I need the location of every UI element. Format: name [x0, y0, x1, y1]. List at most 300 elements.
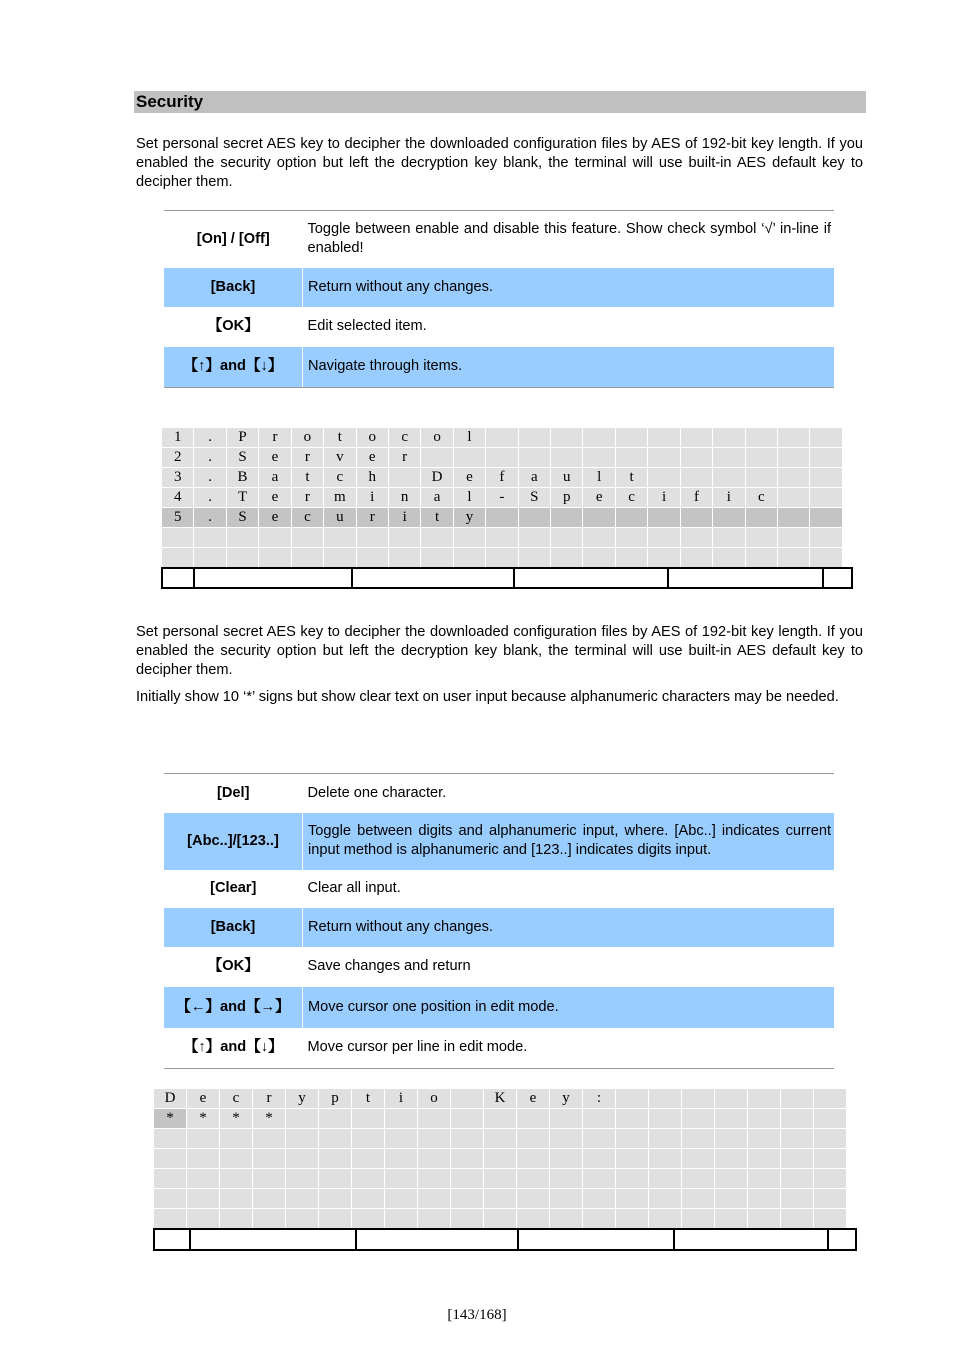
key-row	[164, 1028, 834, 1069]
lcd-cell	[418, 1169, 451, 1189]
lcd-cell: t	[291, 468, 323, 488]
lcd-cell	[385, 1149, 418, 1169]
lcd-cell	[781, 1189, 814, 1209]
lcd-cell	[583, 528, 615, 548]
lcd-cell: r	[388, 448, 420, 468]
lcd-cell	[615, 448, 647, 468]
lcd-cell: *	[253, 1109, 286, 1129]
lcd-cell	[745, 508, 777, 528]
lcd-cell	[187, 1209, 220, 1229]
lcd-cell	[550, 1209, 583, 1229]
lcd-cell	[259, 528, 291, 548]
lcd-cell	[388, 548, 420, 568]
lcd-cell	[352, 1209, 385, 1229]
lcd-cell: i	[713, 488, 745, 508]
lcd-row	[154, 1189, 847, 1209]
lcd-cell	[583, 1149, 616, 1169]
lcd-cell	[518, 548, 550, 568]
lcd-cell	[778, 448, 810, 468]
softkey-slot	[518, 1229, 674, 1250]
key-name: [On] / [Off]	[164, 211, 303, 268]
lcd-cell	[649, 1149, 682, 1169]
lcd-cell	[286, 1169, 319, 1189]
softkey-bar	[161, 567, 853, 589]
softkey-slot	[154, 1229, 190, 1250]
lcd-cell	[810, 548, 843, 568]
lcd-cell	[421, 548, 453, 568]
intro-paragraph: Set personal secret AES key to decipher the downloaded configuration files by AES of 192-bit key length. If you enabled the security option but left the decryption key blank, the terminal will use built-in AES default key to decipher them.	[136, 136, 863, 190]
lcd-cell: S	[226, 508, 258, 528]
lcd-cell	[682, 1189, 715, 1209]
paragraph-3: Initially show 10 ‘*’ signs but show clear text on user input because alphanumeric characters may be needed.	[136, 689, 839, 705]
lcd-cell: P	[226, 428, 258, 448]
key-row	[164, 307, 834, 347]
lcd-cell: 3	[162, 468, 194, 488]
lcd-cell: 5	[162, 508, 194, 528]
lcd-row	[154, 1129, 847, 1149]
lcd-cell	[583, 428, 615, 448]
lcd-cell	[154, 1149, 187, 1169]
lcd-cell	[319, 1149, 352, 1169]
lcd-cell: *	[220, 1109, 253, 1129]
lcd-cell	[616, 1189, 649, 1209]
softkey-slot	[190, 1229, 356, 1250]
lcd-cell	[486, 508, 518, 528]
lcd-cell: D	[154, 1089, 187, 1109]
lcd-cell	[421, 528, 453, 548]
lcd-key-entry-screen	[153, 1088, 847, 1253]
lcd-cell	[583, 1189, 616, 1209]
lcd-cell	[319, 1129, 352, 1149]
lcd-cell	[713, 508, 745, 528]
lcd-cell	[778, 468, 810, 488]
lcd-cell	[517, 1189, 550, 1209]
lcd-row	[154, 1109, 847, 1129]
lcd-cell: o	[418, 1089, 451, 1109]
lcd-cell	[286, 1149, 319, 1169]
lcd-row	[154, 1169, 847, 1189]
lcd-cell: K	[484, 1089, 517, 1109]
lcd-cell: a	[259, 468, 291, 488]
lcd-cell	[154, 1129, 187, 1149]
lcd-cell: T	[226, 488, 258, 508]
lcd-cell	[745, 448, 777, 468]
lcd-cell	[352, 1129, 385, 1149]
lcd-cell: e	[259, 488, 291, 508]
lcd-cell	[220, 1209, 253, 1229]
lcd-cell	[324, 528, 356, 548]
lcd-cell: m	[324, 488, 356, 508]
lcd-cell	[352, 1109, 385, 1129]
softkey-slot	[823, 568, 852, 588]
key-description: Toggle between digits and alphanumeric input, where. [Abc..] indicates current input method is alphanumeric and [123..] indicates digits input.	[303, 813, 835, 870]
lcd-cell: e	[259, 508, 291, 528]
lcd-row	[162, 508, 843, 528]
lcd-row	[162, 468, 843, 488]
lcd-cell	[385, 1129, 418, 1149]
lcd-cell	[453, 548, 485, 568]
lcd-cell: D	[421, 468, 453, 488]
lcd-cell: y	[550, 1089, 583, 1109]
lcd-cell	[715, 1109, 748, 1129]
lcd-row	[162, 488, 843, 508]
lcd-cell	[682, 1109, 715, 1129]
lcd-cell	[286, 1109, 319, 1129]
lcd-cell	[187, 1189, 220, 1209]
key-name: [Abc..]/[123..]	[164, 813, 303, 870]
lcd-cell	[649, 1109, 682, 1129]
lcd-cell: o	[291, 428, 323, 448]
lcd-cell: o	[356, 428, 388, 448]
lcd-cell	[154, 1189, 187, 1209]
lcd-cell	[616, 1089, 649, 1109]
key-description: Clear all input.	[307, 880, 401, 896]
paragraph-2: Set personal secret AES key to decipher the downloaded configuration files by AES of 192-bit key length. If you enabled the security option but left the decryption key blank, the terminal will use built-in AES default key to decipher them.	[136, 624, 863, 678]
lcd-cell	[484, 1129, 517, 1149]
lcd-cell	[187, 1129, 220, 1149]
lcd-cell	[814, 1189, 847, 1209]
lcd-cell	[220, 1129, 253, 1149]
key-row	[164, 947, 834, 987]
key-description: Edit selected item.	[307, 318, 427, 334]
key-name: [Clear]	[210, 880, 257, 896]
lcd-cell: f	[680, 488, 712, 508]
lcd-cell	[616, 1209, 649, 1229]
lcd-cell	[324, 548, 356, 568]
lcd-cell	[518, 448, 550, 468]
lcd-cell	[748, 1089, 781, 1109]
lcd-cell	[550, 1109, 583, 1129]
key-row	[164, 211, 834, 268]
lcd-cell: o	[421, 428, 453, 448]
lcd-cell	[778, 548, 810, 568]
lcd-cell: n	[388, 488, 420, 508]
section-title: Security	[136, 92, 204, 111]
lcd-cell	[616, 1109, 649, 1129]
key-row	[164, 347, 834, 388]
lcd-cell	[715, 1189, 748, 1209]
lcd-cell	[220, 1149, 253, 1169]
lcd-cell	[453, 528, 485, 548]
lcd-cell: c	[615, 488, 647, 508]
lcd-cell	[583, 508, 615, 528]
lcd-cell	[745, 548, 777, 568]
lcd-cell	[451, 1149, 484, 1169]
lcd-cell	[713, 448, 745, 468]
lcd-cell	[319, 1209, 352, 1229]
key-row	[164, 870, 834, 908]
lcd-cell	[451, 1209, 484, 1229]
lcd-cell	[745, 468, 777, 488]
lcd-cell	[616, 1169, 649, 1189]
lcd-cell: i	[385, 1089, 418, 1109]
lcd-cell	[550, 1189, 583, 1209]
key-description: Delete one character.	[303, 774, 835, 813]
softkey-bar	[153, 1228, 857, 1251]
lcd-cell	[518, 528, 550, 548]
softkey-slot	[356, 1229, 518, 1250]
lcd-cell: e	[517, 1089, 550, 1109]
lcd-cell	[352, 1149, 385, 1169]
lcd-cell	[713, 528, 745, 548]
key-name: 【↑】and【↓】	[164, 1028, 303, 1069]
lcd-cell	[162, 548, 194, 568]
lcd-cell	[715, 1209, 748, 1229]
lcd-cell	[778, 528, 810, 548]
key-name: 【←】and【→】	[164, 987, 303, 1028]
lcd-cell: i	[388, 508, 420, 528]
lcd-cell: *	[187, 1109, 220, 1129]
softkey-slot	[514, 568, 668, 588]
lcd-cell: u	[551, 468, 583, 488]
lcd-cell: r	[291, 488, 323, 508]
lcd-cell	[451, 1169, 484, 1189]
lcd-cell	[453, 448, 485, 468]
lcd-cell: c	[324, 468, 356, 488]
lcd-row	[154, 1149, 847, 1169]
lcd-cell	[682, 1209, 715, 1229]
lcd-cell: c	[388, 428, 420, 448]
key-name: [Back]	[164, 268, 303, 307]
lcd-cell	[810, 468, 843, 488]
key-description: Navigate through items.	[303, 347, 835, 388]
lcd-cell	[291, 528, 323, 548]
key-row	[164, 268, 834, 307]
lcd-menu-screen	[161, 427, 843, 595]
lcd-cell: .	[194, 488, 226, 508]
lcd-row	[162, 528, 843, 548]
lcd-cell: S	[518, 488, 550, 508]
lcd-cell	[388, 468, 420, 488]
lcd-cell	[810, 448, 843, 468]
softkey-slot	[162, 568, 194, 588]
softkey-slot	[668, 568, 823, 588]
lcd-cell	[451, 1109, 484, 1129]
lcd-cell	[385, 1209, 418, 1229]
key-table-menu	[164, 210, 834, 388]
lcd-cell	[648, 428, 680, 448]
lcd-cell	[682, 1149, 715, 1169]
lcd-cell	[649, 1089, 682, 1109]
lcd-cell: e	[259, 448, 291, 468]
lcd-row	[162, 548, 843, 568]
lcd-cell	[648, 548, 680, 568]
lcd-cell	[583, 1129, 616, 1149]
lcd-cell	[778, 428, 810, 448]
lcd-cell	[713, 548, 745, 568]
lcd-cell	[385, 1189, 418, 1209]
lcd-cell	[356, 528, 388, 548]
lcd-cell	[814, 1149, 847, 1169]
lcd-cell	[648, 468, 680, 488]
lcd-cell	[484, 1189, 517, 1209]
lcd-cell	[551, 528, 583, 548]
lcd-cell	[517, 1129, 550, 1149]
lcd-cell	[781, 1089, 814, 1109]
lcd-char-grid	[153, 1088, 847, 1229]
lcd-cell: p	[551, 488, 583, 508]
softkey-slot	[674, 1229, 828, 1250]
lcd-cell: u	[324, 508, 356, 528]
lcd-cell	[680, 508, 712, 528]
lcd-cell	[517, 1209, 550, 1229]
lcd-cell: -	[486, 488, 518, 508]
lcd-cell	[781, 1169, 814, 1189]
lcd-cell	[226, 548, 258, 568]
lcd-cell: c	[291, 508, 323, 528]
lcd-cell: y	[286, 1089, 319, 1109]
lcd-cell	[649, 1189, 682, 1209]
lcd-cell	[259, 548, 291, 568]
key-description: Save changes and return	[307, 958, 471, 974]
key-row	[164, 774, 834, 813]
lcd-cell: l	[583, 468, 615, 488]
lcd-cell	[550, 1129, 583, 1149]
lcd-cell	[550, 1149, 583, 1169]
lcd-cell	[680, 548, 712, 568]
lcd-cell	[418, 1189, 451, 1209]
lcd-cell	[154, 1209, 187, 1229]
section-heading	[134, 91, 866, 113]
lcd-cell	[253, 1189, 286, 1209]
lcd-cell	[615, 428, 647, 448]
lcd-cell	[194, 528, 226, 548]
lcd-cell	[418, 1109, 451, 1129]
key-table-edit	[164, 773, 834, 1069]
key-name: 【OK】	[207, 958, 259, 974]
key-description: Move cursor one position in edit mode.	[303, 987, 835, 1028]
lcd-cell	[291, 548, 323, 568]
lcd-cell	[814, 1089, 847, 1109]
lcd-cell	[810, 528, 843, 548]
lcd-cell	[781, 1129, 814, 1149]
key-row	[164, 908, 834, 947]
lcd-cell	[615, 528, 647, 548]
lcd-cell	[781, 1149, 814, 1169]
lcd-cell	[319, 1189, 352, 1209]
softkey-slot	[194, 568, 352, 588]
lcd-row	[154, 1089, 847, 1109]
lcd-cell: a	[421, 488, 453, 508]
lcd-cell	[814, 1129, 847, 1149]
lcd-cell	[814, 1169, 847, 1189]
page-number: [143/168]	[447, 1307, 507, 1323]
key-row	[164, 813, 834, 870]
lcd-cell	[253, 1209, 286, 1229]
key-name: 【OK】	[207, 318, 259, 334]
lcd-cell	[418, 1209, 451, 1229]
lcd-cell	[486, 448, 518, 468]
key-description: Move cursor per line in edit mode.	[303, 1028, 835, 1069]
lcd-cell	[517, 1169, 550, 1189]
lcd-cell	[649, 1129, 682, 1149]
lcd-cell	[162, 528, 194, 548]
lcd-cell: .	[194, 448, 226, 468]
lcd-cell	[484, 1149, 517, 1169]
lcd-cell	[154, 1169, 187, 1189]
softkey-slot	[352, 568, 514, 588]
lcd-cell	[518, 428, 550, 448]
lcd-cell	[220, 1169, 253, 1189]
key-row	[164, 987, 834, 1028]
lcd-cell: t	[324, 428, 356, 448]
lcd-cell	[187, 1169, 220, 1189]
lcd-cell	[745, 528, 777, 548]
lcd-cell	[748, 1189, 781, 1209]
lcd-cell	[583, 1209, 616, 1229]
lcd-cell	[781, 1109, 814, 1129]
lcd-cell: f	[486, 468, 518, 488]
key-description: Toggle between enable and disable this feature. Show check symbol ‘√’ in-line if enabled!	[303, 211, 835, 268]
lcd-cell	[451, 1189, 484, 1209]
lcd-cell	[484, 1209, 517, 1229]
lcd-cell	[385, 1109, 418, 1129]
lcd-cell	[781, 1209, 814, 1229]
lcd-cell	[486, 428, 518, 448]
lcd-cell	[715, 1129, 748, 1149]
lcd-cell	[583, 548, 615, 568]
lcd-cell	[810, 508, 843, 528]
lcd-cell: i	[648, 488, 680, 508]
key-description: Return without any changes.	[303, 908, 835, 947]
lcd-cell	[451, 1129, 484, 1149]
lcd-cell	[484, 1109, 517, 1129]
lcd-cell	[778, 488, 810, 508]
lcd-cell	[352, 1189, 385, 1209]
lcd-cell	[682, 1129, 715, 1149]
lcd-cell: r	[253, 1089, 286, 1109]
lcd-cell: r	[259, 428, 291, 448]
lcd-cell	[649, 1209, 682, 1229]
lcd-cell: t	[615, 468, 647, 488]
lcd-cell	[748, 1169, 781, 1189]
lcd-cell: r	[291, 448, 323, 468]
lcd-cell: i	[356, 488, 388, 508]
lcd-cell: c	[745, 488, 777, 508]
lcd-cell	[551, 548, 583, 568]
lcd-cell	[418, 1129, 451, 1149]
lcd-cell	[518, 508, 550, 528]
lcd-cell: l	[453, 488, 485, 508]
lcd-row	[154, 1209, 847, 1229]
lcd-cell	[551, 508, 583, 528]
lcd-cell	[517, 1149, 550, 1169]
lcd-cell: t	[421, 508, 453, 528]
lcd-cell	[286, 1189, 319, 1209]
lcd-cell	[745, 428, 777, 448]
lcd-cell	[715, 1089, 748, 1109]
lcd-cell	[418, 1149, 451, 1169]
lcd-cell	[286, 1129, 319, 1149]
lcd-cell: e	[356, 448, 388, 468]
lcd-cell	[253, 1129, 286, 1149]
lcd-row	[162, 448, 843, 468]
lcd-cell	[810, 488, 843, 508]
lcd-cell: *	[154, 1109, 187, 1129]
lcd-cell	[616, 1129, 649, 1149]
lcd-cell	[682, 1089, 715, 1109]
lcd-cell	[551, 428, 583, 448]
lcd-cell	[748, 1109, 781, 1129]
lcd-cell: h	[356, 468, 388, 488]
lcd-cell	[486, 528, 518, 548]
lcd-cell	[713, 468, 745, 488]
lcd-cell	[583, 1109, 616, 1129]
lcd-cell	[814, 1109, 847, 1129]
lcd-cell	[583, 448, 615, 468]
lcd-cell	[748, 1149, 781, 1169]
lcd-cell	[810, 428, 843, 448]
